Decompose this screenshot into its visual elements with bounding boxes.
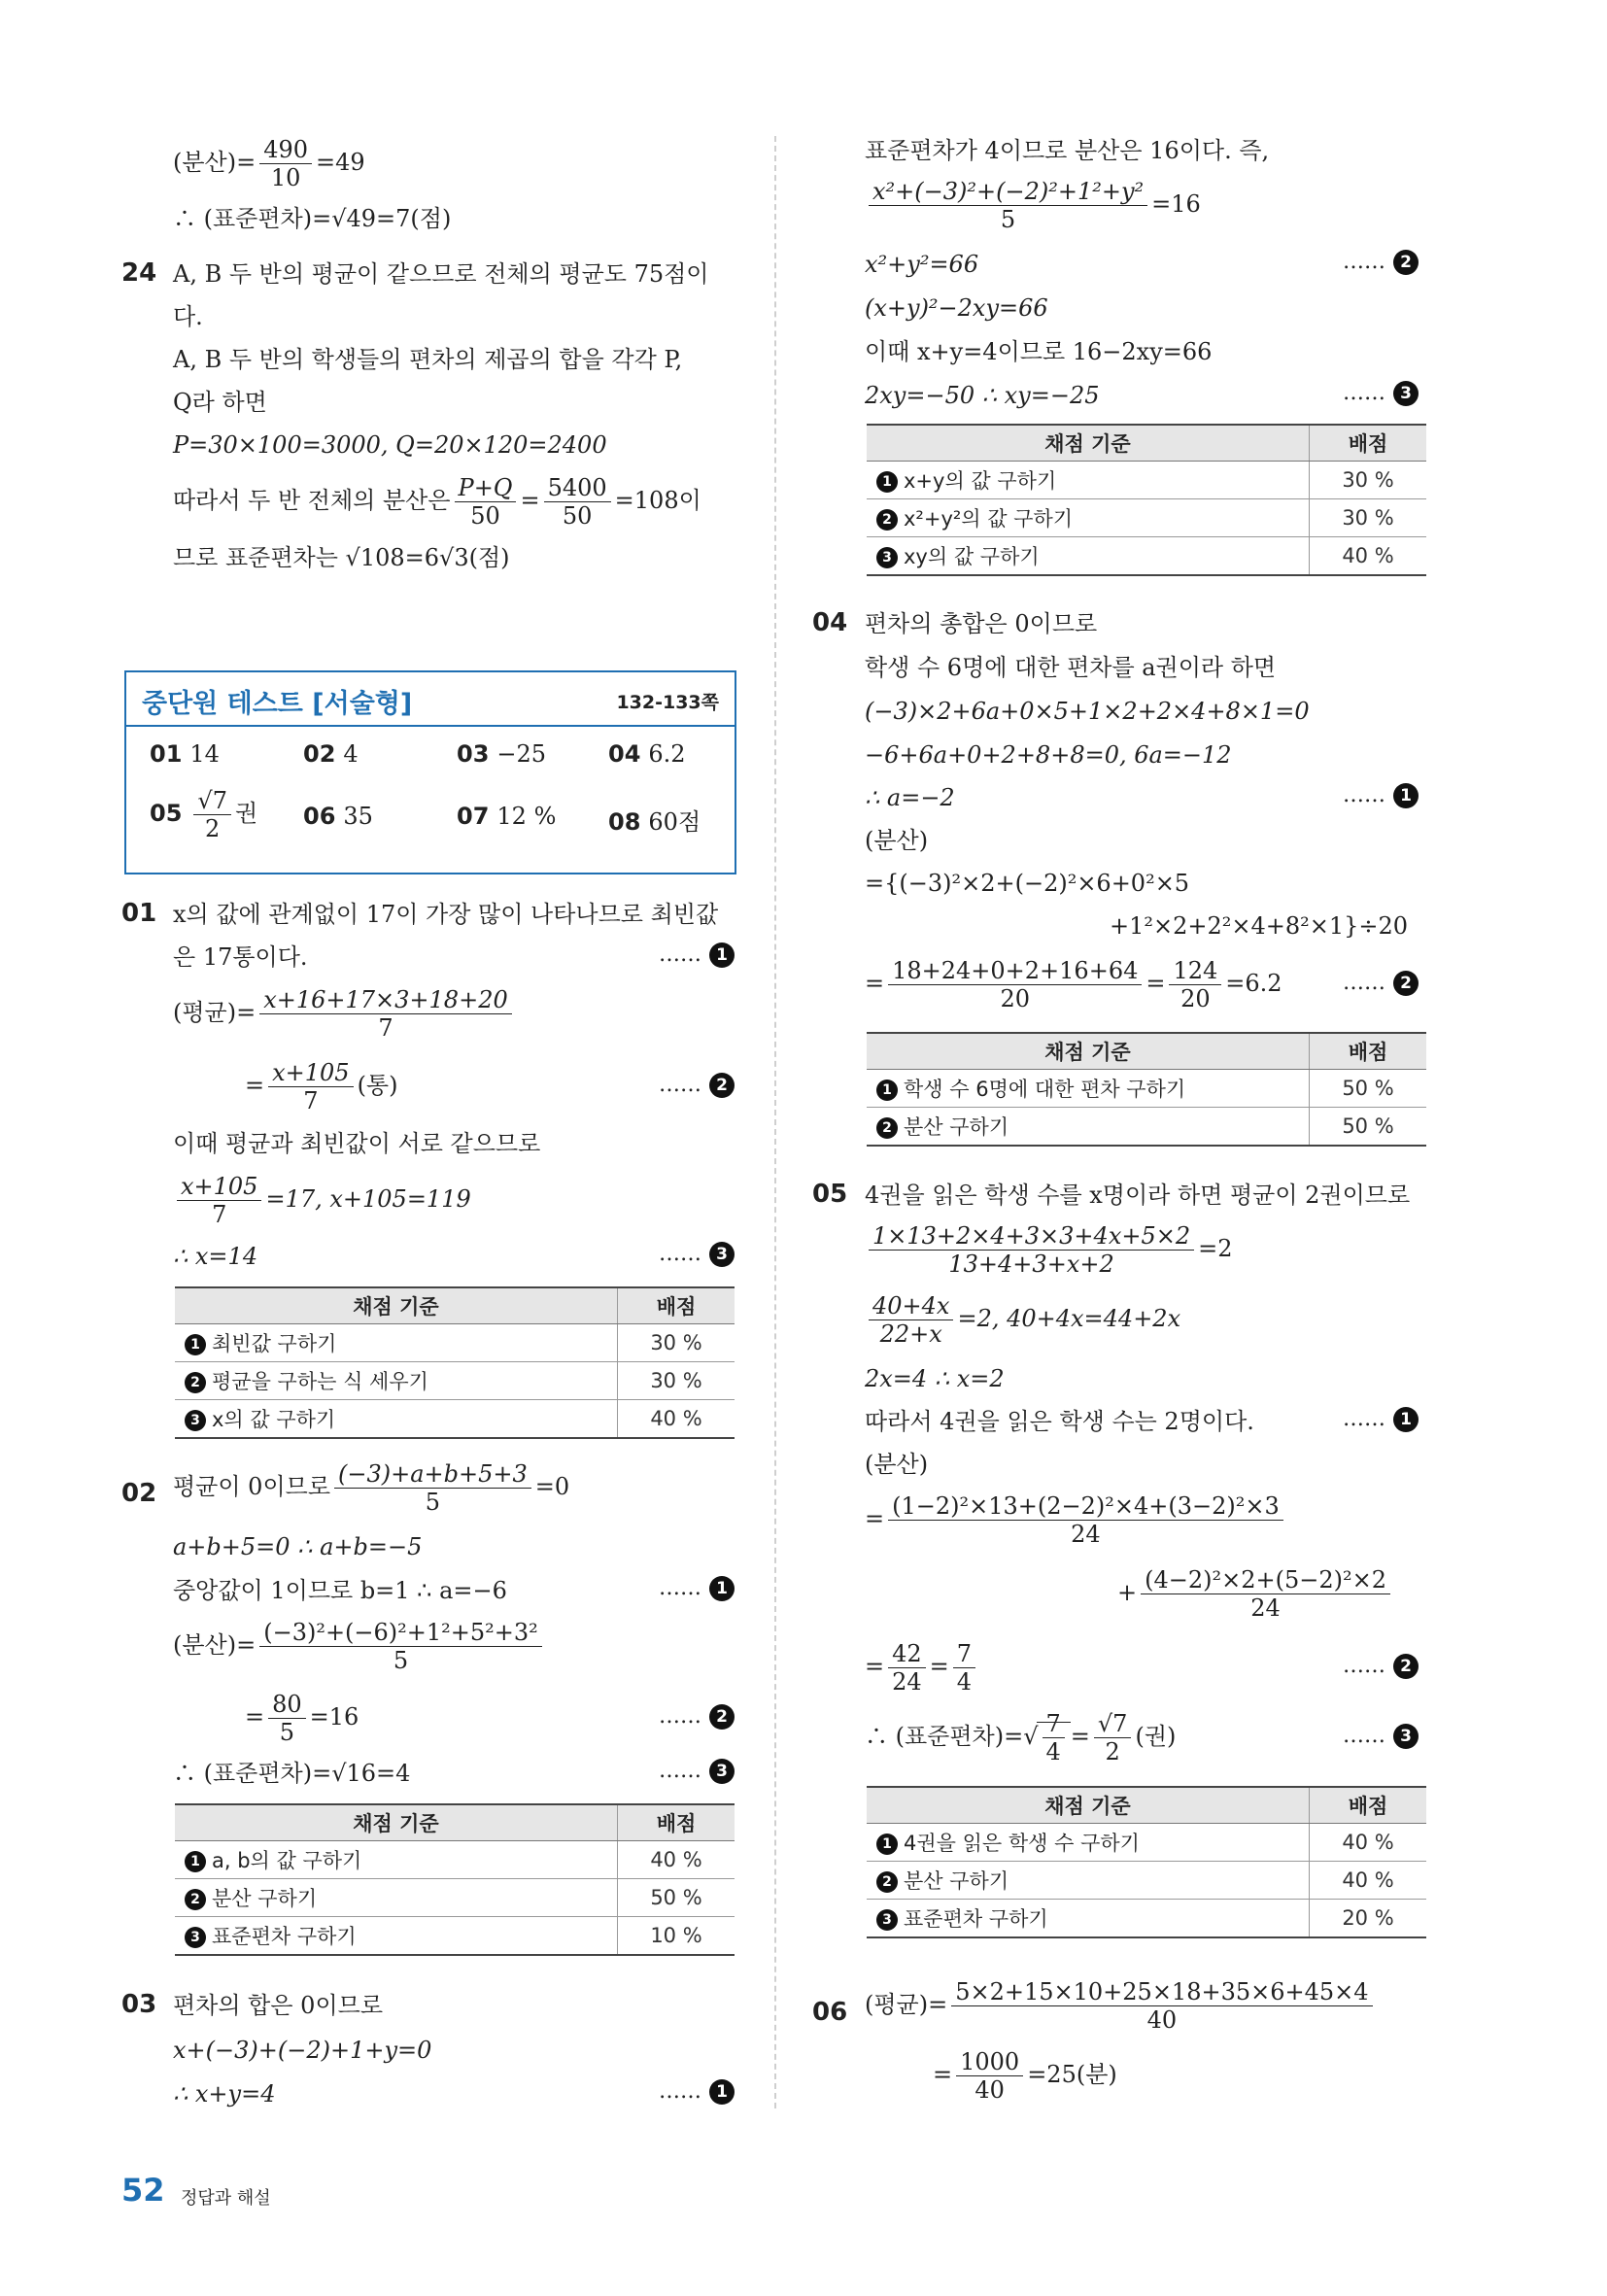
answer-item: 04 6.2 <box>608 740 686 768</box>
table-row: 2 분산 구하기 40 % <box>867 1862 1426 1900</box>
problem-number: 05 <box>812 1180 848 1209</box>
variance-line: (분산)= $\frac{490}{10}$ =49 <box>173 136 365 191</box>
p04-line8: +1²×2+2²×4+8²×1}÷20 <box>1110 912 1409 940</box>
box-header <box>126 672 735 727</box>
p06-mean: (평균)= $\frac{5\times 2+15\times 10+25\times 18+35\times 6+45\times 4}{40}$ <box>865 1978 1377 2034</box>
score-marker: …… 2 <box>1343 971 1419 996</box>
p02-line2: a+b+5=0 ∴ a+b=−5 <box>173 1533 423 1560</box>
score-marker: …… 3 <box>1343 381 1419 406</box>
table-row: 1 학생 수 6명에 대한 편차 구하기 50 % <box>867 1070 1426 1108</box>
answer-item: 03 −25 <box>457 740 547 768</box>
answer-summary-box <box>124 670 736 874</box>
p03b-line4: (x+y)²−2xy=66 <box>865 294 1048 322</box>
p03b-line3: x²+y²=66 <box>865 251 979 278</box>
problem-number: 24 <box>121 258 157 288</box>
p03b-line2: $\frac{\text{x²+(−3)²+(−2)²+1²+y²}}{5}$ =16 <box>865 178 1201 233</box>
table-row: 3 표준편차 구하기 20 % <box>867 1900 1426 1938</box>
p01-line5: ∴ x=14 <box>173 1243 258 1270</box>
problem-number: 02 <box>121 1479 157 1508</box>
table-row: 2 평균을 구하는 식 세우기 30 % <box>175 1362 735 1400</box>
p01-line4: $\frac{x+105}{7}$ =17, x+105=119 <box>173 1173 471 1228</box>
circled-number-icon: 1 <box>1393 783 1419 808</box>
p03-line1: 편차의 합은 0이므로 <box>173 1992 383 2019</box>
p05-line4: 2x=4 ∴ x=2 <box>865 1365 1005 1392</box>
circled-number-icon: 1 <box>1393 1407 1419 1432</box>
p02-line5: ∴ (표준편차)=√16=4 <box>173 1760 411 1787</box>
answer-item: 06 35 <box>303 803 373 830</box>
problem-number: 04 <box>812 608 848 637</box>
circled-number-icon: 1 <box>709 2079 735 2105</box>
answer-item: 02 4 <box>303 740 359 768</box>
scoring-table: 채점 기준 배점 1 4권을 읽은 학생 수 구하기 40 % 2 분산 구하기 40 % 3 표준편차 구하기 20 % <box>867 1786 1426 1938</box>
answer-item: 01 14 <box>150 740 220 768</box>
p04-line2: 학생 수 6명에 대한 편차를 a권이라 하면 <box>865 654 1277 681</box>
p02-line1: 평균이 0이므로 $\frac{(-3)+a+b+5+3}{5}$ =0 <box>173 1460 570 1516</box>
p03-line2: x+(−3)+(−2)+1+y=0 <box>173 2037 432 2064</box>
score-marker: …… 1 <box>659 2079 735 2105</box>
circled-number-icon: 1 <box>709 942 735 968</box>
p04-line3: (−3)×2+6a+0×5+1×2+2×4+8×1=0 <box>865 698 1310 725</box>
table-row: 1 x+y의 값 구하기 30 % <box>867 462 1426 499</box>
p05-sd: ∴ (표준편차)=√ $\frac{7}{4}$ = $\frac{√7}{2}$ (권) <box>865 1710 1177 1765</box>
circled-number-icon: 2 <box>1393 971 1419 996</box>
p24-line4: Q라 하면 <box>173 389 267 416</box>
p05-line3: $\frac{40+4x}{22+x}$ =2, 40+4x=44+2x <box>865 1292 1180 1348</box>
p04-line1: 편차의 총합은 0이므로 <box>865 610 1098 637</box>
circled-number-icon: 2 <box>709 1704 735 1730</box>
p02-line4: = $\frac{80}{5}$ =16 <box>245 1691 359 1746</box>
circled-number-icon: 3 <box>709 1759 735 1784</box>
p04-line6: (분산) <box>865 827 929 854</box>
scoring-table: 채점 기준 배점 1 a, b의 값 구하기 40 % 2 분산 구하기 50 % 3 표준편차 구하기 10 % <box>175 1803 735 1956</box>
score-marker: …… 3 <box>1343 1724 1419 1749</box>
score-marker: …… 1 <box>659 942 735 968</box>
table-row: 1 4권을 읽은 학생 수 구하기 40 % <box>867 1824 1426 1862</box>
answer-item: 07 12 % <box>457 803 557 830</box>
p04-line4: −6+6a+0+2+8+8=0, 6a=−12 <box>865 741 1232 769</box>
p03b-line1: 표준편차가 4이므로 분산은 16이다. 즉, <box>865 137 1270 164</box>
p04-line9: = $\frac{18+24+0+2+16+64}{20}$ = $\frac{124}{20}$ =6.2 <box>865 957 1282 1012</box>
p01-mean: (평균)= $\frac{x+16+17\times 3+18+20}{7}$ <box>173 986 516 1042</box>
score-marker: …… 2 <box>1343 250 1419 275</box>
score-marker: …… 2 <box>659 1073 735 1098</box>
scoring-table: 채점 기준 배점 1 x+y의 값 구하기 30 % 2 x²+y²의 값 구하기 30 % 3 xy의 값 구하기 40 % <box>867 424 1426 576</box>
p05-line6: (분산) <box>865 1451 929 1478</box>
column-divider <box>774 136 776 2108</box>
p05-line1: 4권을 읽은 학생 수를 x명이라 하면 평균이 2권이므로 <box>865 1182 1411 1209</box>
circled-number-icon: 1 <box>709 1576 735 1601</box>
p24-line5: P=30×100=3000, Q=20×120=2400 <box>173 431 607 459</box>
p02-line3: 중앙값이 1이므로 b=1 ∴ a=−6 <box>173 1577 507 1604</box>
circled-number-icon: 3 <box>709 1242 735 1267</box>
table-row: 2 분산 구하기 50 % <box>175 1879 735 1917</box>
table-row: 3 xy의 값 구하기 40 % <box>867 537 1426 576</box>
score-marker: …… 1 <box>1343 1407 1419 1432</box>
circled-number-icon: 2 <box>1393 1654 1419 1679</box>
p05-line2: $\frac{1\times 13+2\times 4+3\times 3+4x+5\times 2}{13+4+3+x+2}$ =2 <box>865 1222 1233 1278</box>
circled-number-icon: 2 <box>709 1073 735 1098</box>
score-marker: …… 2 <box>1343 1654 1419 1679</box>
footer-label: 정답과 해설 <box>181 2188 271 2209</box>
p05-var1: = $\frac{\text{(1−2)²×13+(2−2)²×4+(3−2)²×3}}{24}$ <box>865 1492 1287 1548</box>
score-marker: …… 1 <box>1343 783 1419 808</box>
p01-line3: 이때 평균과 최빈값이 서로 같으므로 <box>173 1130 541 1157</box>
p04-line7: ={(−3)²×2+(−2)²×6+0²×5 <box>865 870 1190 897</box>
table-row: 3 표준편차 구하기 10 % <box>175 1917 735 1956</box>
sd-line: ∴ (표준편차)=√49=7(점) <box>173 205 452 232</box>
circled-number-icon: 3 <box>1393 1724 1419 1749</box>
box-title: 중단원 테스트 [서술형] <box>142 689 413 719</box>
table-row: 1 최빈값 구하기 30 % <box>175 1324 735 1362</box>
box-pages: 132-133쪽 <box>616 692 719 713</box>
problem-number: 03 <box>121 1990 157 2019</box>
circled-number-icon: 3 <box>1393 381 1419 406</box>
p02-variance: (분산)= $\frac{\text{(−3)²+(−6)²+1²+5²+3²}}{5}$ <box>173 1619 546 1674</box>
p04-line5: ∴ a=−2 <box>865 784 955 811</box>
p24-line2: 다. <box>173 303 203 330</box>
p24-line3: A, B 두 반의 학생들의 편차의 제곱의 합을 각각 P, <box>173 346 683 373</box>
p06-line1: = $\frac{1000}{40}$ =25(분) <box>933 2048 1117 2104</box>
score-marker: …… 1 <box>659 1576 735 1601</box>
table-row: 2 분산 구하기 50 % <box>867 1108 1426 1147</box>
p01-mean2: = $\frac{x+105}{7}$ (통) <box>245 1059 398 1114</box>
p03-line3: ∴ x+y=4 <box>173 2080 276 2108</box>
circled-number-icon: 2 <box>1393 250 1419 275</box>
scoring-table: 채점 기준 배점 1 학생 수 6명에 대한 편차 구하기 50 % 2 분산 구하기 50 % <box>867 1032 1426 1147</box>
p01-line2: 은 17통이다. <box>173 943 308 971</box>
scoring-table: 채점 기준 배점 1 최빈값 구하기 30 % 2 평균을 구하는 식 세우기 30 % 3 x의 값 구하기 40 % <box>175 1286 735 1439</box>
table-row: 3 x의 값 구하기 40 % <box>175 1400 735 1439</box>
p03b-line6: 2xy=−50 ∴ xy=−25 <box>865 382 1100 409</box>
p05-line5: 따라서 4권을 읽은 학생 수는 2명이다. <box>865 1408 1254 1435</box>
problem-number: 01 <box>121 899 157 928</box>
p24-line6: 따라서 두 반 전체의 분산은 $\frac{P+Q}{50}$ = $\frac{5400}{50}$ =108이 <box>173 474 701 530</box>
p05-var3: = $\frac{42}{24}$ = $\frac{7}{4}$ <box>865 1640 979 1696</box>
answer-item: 08 60점 <box>608 808 701 836</box>
p24-line7: 므로 표준편차는 √108=6√3(점) <box>173 544 510 571</box>
p24-line1: A, B 두 반의 평균이 같으므로 전체의 평균도 75점이 <box>173 260 709 288</box>
p01-line1: x의 값에 관계없이 17이 가장 많이 나타나므로 최빈값 <box>173 901 719 928</box>
page-number: 52 <box>121 2172 165 2209</box>
score-marker: …… 2 <box>659 1704 735 1730</box>
answer-item: 05 $\frac{√7}{2}$ 권 <box>150 787 258 842</box>
score-marker: …… 3 <box>659 1759 735 1784</box>
score-marker: …… 3 <box>659 1242 735 1267</box>
p03b-line5: 이때 x+y=4이므로 16−2xy=66 <box>865 338 1213 365</box>
table-row: 2 x²+y²의 값 구하기 30 % <box>867 499 1426 537</box>
table-row: 1 a, b의 값 구하기 40 % <box>175 1841 735 1879</box>
p05-var2: + $\frac{\text{(4−2)²×2+(5−2)²×2}}{24}$ <box>1117 1566 1394 1622</box>
problem-number: 06 <box>812 1998 848 2027</box>
